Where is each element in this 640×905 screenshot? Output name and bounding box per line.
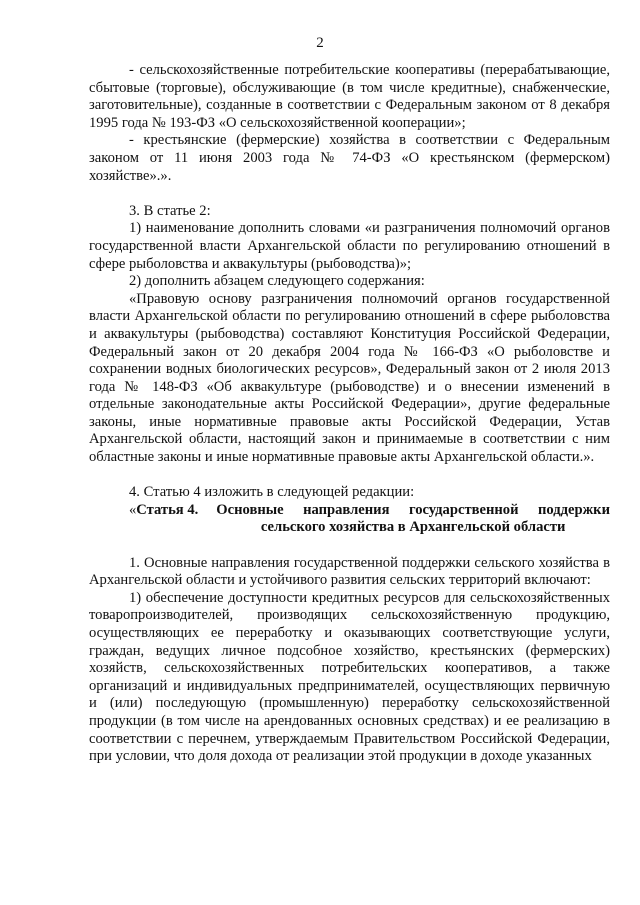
paragraph-farms: - крестьянские (фермерские) хозяйства в соответствии с Федеральным законом от 11 июня 2003 года № 74-ФЗ «О крестьянском (фермерском) хозяйстве».». bbox=[89, 132, 610, 184]
paragraph-spacer bbox=[89, 467, 610, 485]
article-heading bbox=[89, 502, 610, 537]
paragraph-article-4-intro: 4. Статью 4 изложить в следующей редакции: bbox=[129, 484, 415, 501]
article-number: Статья 4. bbox=[136, 501, 199, 518]
paragraph-cooperatives: - сельскохозяйственные потребительские кооперативы (перерабатывающие, сбытовые (торговые), обслуживающие (в том числе кредитные), снабженческие, заготовительные), созданные в соответствии с Федеральным законом от 8 декабря 1995 года № 193-ФЗ «О сельскохозяйственной кооперации»; bbox=[89, 62, 610, 131]
paragraph-article-2-item-1: 1) наименование дополнить словами «и разграничения полномочий органов государственной власти Архангельской области по регулированию отношений в сфере рыболовства и аквакультуры (рыбоводства)»; bbox=[89, 220, 610, 272]
article-label bbox=[129, 502, 198, 537]
paragraph-article-2-header: 3. В статье 2: bbox=[129, 202, 211, 219]
paragraph-support-directions: 1. Основные направления государственной поддержки сельского хозяйства в Архангельской области и устойчивого развития сельских территорий включают: bbox=[89, 554, 610, 589]
paragraph-credit-resources: 1) обеспечение доступности кредитных ресурсов для сельскохозяйственных товаропроизводителей, производящих сельскохозяйственную продукцию, осуществляющих ее переработку и оказывающих соответствующие услуги, граждан, ведущих личное подсобное хозяйство, крестьянских (фермерских) хозяйств, сельскохозяйственных потребительских кооперативов, а также организаций и индивидуальных предпринимателей, осуществляющих первичную и (или) последующую (промышленную) переработку сельскохозяйственной продукции (в том числе на арендованных основных средствах) и ее реализацию в соответствии с перечнем, утверждаемым Правительством Российской Федерации, при условии, что доля дохода от реализации этой продукции в доходе указанных bbox=[89, 589, 610, 765]
article-title: Основные направления государственной поддержки сельского хозяйства в Архангельской области bbox=[216, 501, 610, 536]
paragraph-legal-basis: «Правовую основу разграничения полномочий органов государственной власти Архангельской области по регулированию отношений в сфере рыболовства и аквакультуры (рыбоводства) составляют Конституция Российской Федерации, Федеральный закон от 20 декабря 2004 года № 166-ФЗ «О рыболовстве и сохранении водных биологических ресурсов», Федеральный закон от 2 июля 2013 года № 148-ФЗ «Об аквакультуре (рыбоводстве) и о внесении изменений в отдельные законодательные акты Российской Федерации», другие федеральные законы, иные нормативные правовые акты Российской Федерации, Устав Архангельской области, настоящий закон и принимаемые в соответствии с ним областные законы и иные нормативные правовые акты Архангельской области.». bbox=[89, 290, 610, 466]
page-number: 2 bbox=[316, 35, 324, 51]
document-body bbox=[89, 62, 610, 766]
paragraph-article-2-item-2: 2) дополнить абзацем следующего содержания: bbox=[129, 273, 425, 290]
paragraph-spacer bbox=[89, 537, 610, 555]
article-open-quote: « bbox=[129, 501, 137, 518]
paragraph-spacer bbox=[89, 185, 610, 203]
